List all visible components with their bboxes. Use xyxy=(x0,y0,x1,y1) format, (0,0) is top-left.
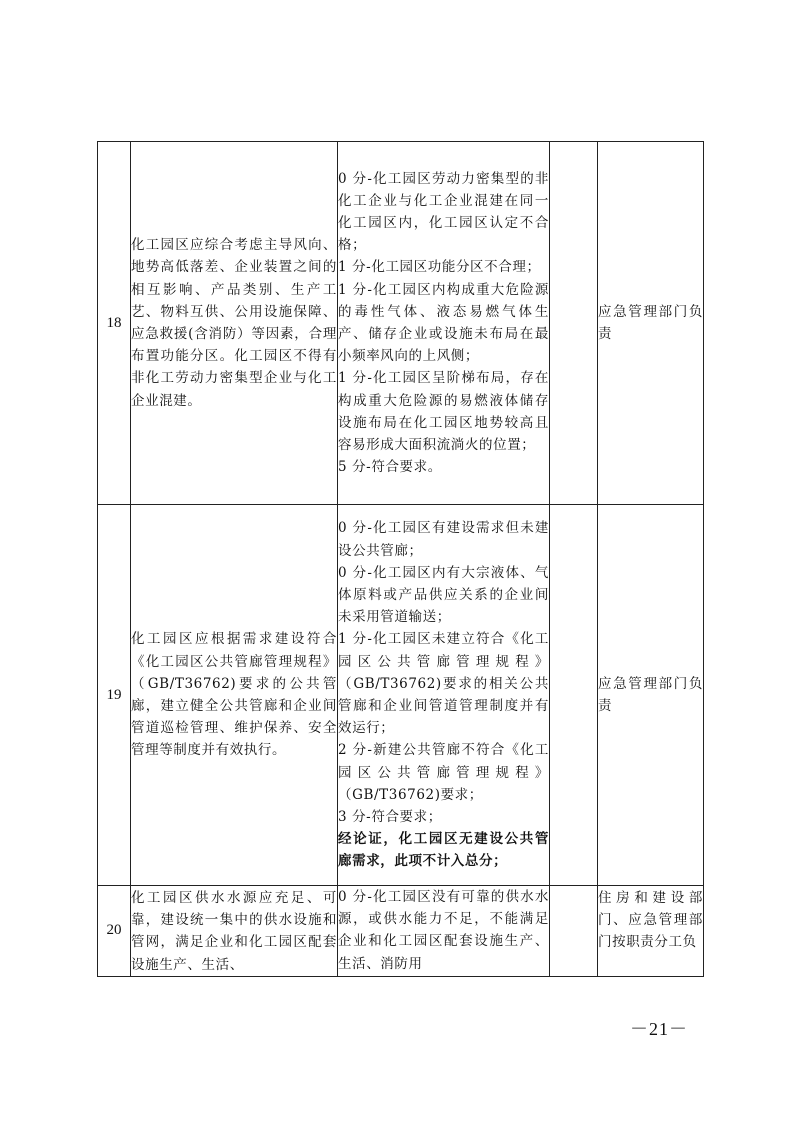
page-number: －21－ xyxy=(630,1019,688,1039)
requirement-text: 化工园区供水水源应充足、可靠，建设统一集中的供水设施和管网，满足企业和化工园区配套设施生产、生活、 xyxy=(131,890,337,973)
scoring-cell xyxy=(338,505,550,886)
scoring-item: 2 分-新建公共管廊不符合《化工园区公共管廊管理规程》（GB/T36762)要求； xyxy=(338,742,549,803)
scoring-cell xyxy=(338,886,550,977)
requirement-text: 化工园区应综合考虑主导风向、地势高低落差、企业装置之间的相互影响、产品类别、生产工艺、物料互供、公用设施保障、应急救援(含消防）等因素，合理布置功能分区。化工园区不得有非化工劳动力密集型企业与化工企业混建。 xyxy=(131,237,337,409)
department-cell xyxy=(598,886,704,977)
table-row xyxy=(98,886,704,977)
scoring-item: 1 分-化工园区未建立符合《化工园区公共管廊管理规程》（GB/T36762)要求的相关公共管廊和企业间管道管理制度并有效运行； xyxy=(338,631,549,737)
blank-cell xyxy=(550,886,598,977)
row-number: 19 xyxy=(98,505,131,886)
row-number: 18 xyxy=(98,142,131,505)
blank-cell xyxy=(550,142,598,505)
scoring-item: 1 分-化工园区内构成重大危险源的毒性气体、液态易燃气体生产、储存企业或设施未布局在最小频率风向的上风侧； xyxy=(338,281,549,365)
row-number: 20 xyxy=(98,886,131,977)
department-text: 应急管理部门负责 xyxy=(598,675,703,714)
department-text: 应急管理部门负责 xyxy=(598,303,703,342)
requirement-cell xyxy=(131,505,338,886)
table-row xyxy=(98,142,704,505)
scoring-item: 5 分-符合要求。 xyxy=(338,459,442,476)
scoring-item: 0 分-化工园区内有大宗液体、气体原料或产品供应关系的企业间未采用管道输送； xyxy=(338,564,549,626)
requirement-text: 化工园区应根据需求建设符合《化工园区公共管廊管理规程》（GB/T36762)要求的公共管廊，建立健全公共管廊和企业间管道巡检管理、维护保养、安全管理等制度并有效执行。 xyxy=(131,631,337,759)
scoring-item: 0 分-化工园区有建设需求但未建设公共管廊； xyxy=(338,520,549,559)
evaluation-table xyxy=(97,141,704,977)
scoring-item: 1 分-化工园区呈阶梯布局，存在构成重大危险源的易燃液体储存设施布局在化工园区地势较高且容易形成大面积流淌火的位置； xyxy=(338,370,549,454)
scoring-item: 3 分-符合要求； xyxy=(338,809,442,826)
scoring-item: 0 分-化工园区没有可靠的供水水源，或供水能力不足，不能满足企业和化工园区配套设施生产、生活、消防用 xyxy=(338,889,549,972)
department-text: 住房和建设部门、应急管理部门按职责分工负 xyxy=(598,890,703,951)
department-cell xyxy=(598,142,704,505)
blank-cell xyxy=(550,505,598,886)
scoring-cell xyxy=(338,142,550,505)
scoring-note: 经论证，化工园区无建设公共管廊需求，此项不计入总分； xyxy=(338,831,549,870)
scoring-item: 1 分-化工园区功能分区不合理； xyxy=(338,259,541,276)
table-row xyxy=(98,505,704,886)
department-cell xyxy=(598,505,704,886)
requirement-cell xyxy=(131,142,338,505)
requirement-cell xyxy=(131,886,338,977)
scoring-item: 0 分-化工园区劳动力密集型的非化工企业与化工企业混建在同一化工园区内，化工园区认定不合格； xyxy=(338,170,549,254)
